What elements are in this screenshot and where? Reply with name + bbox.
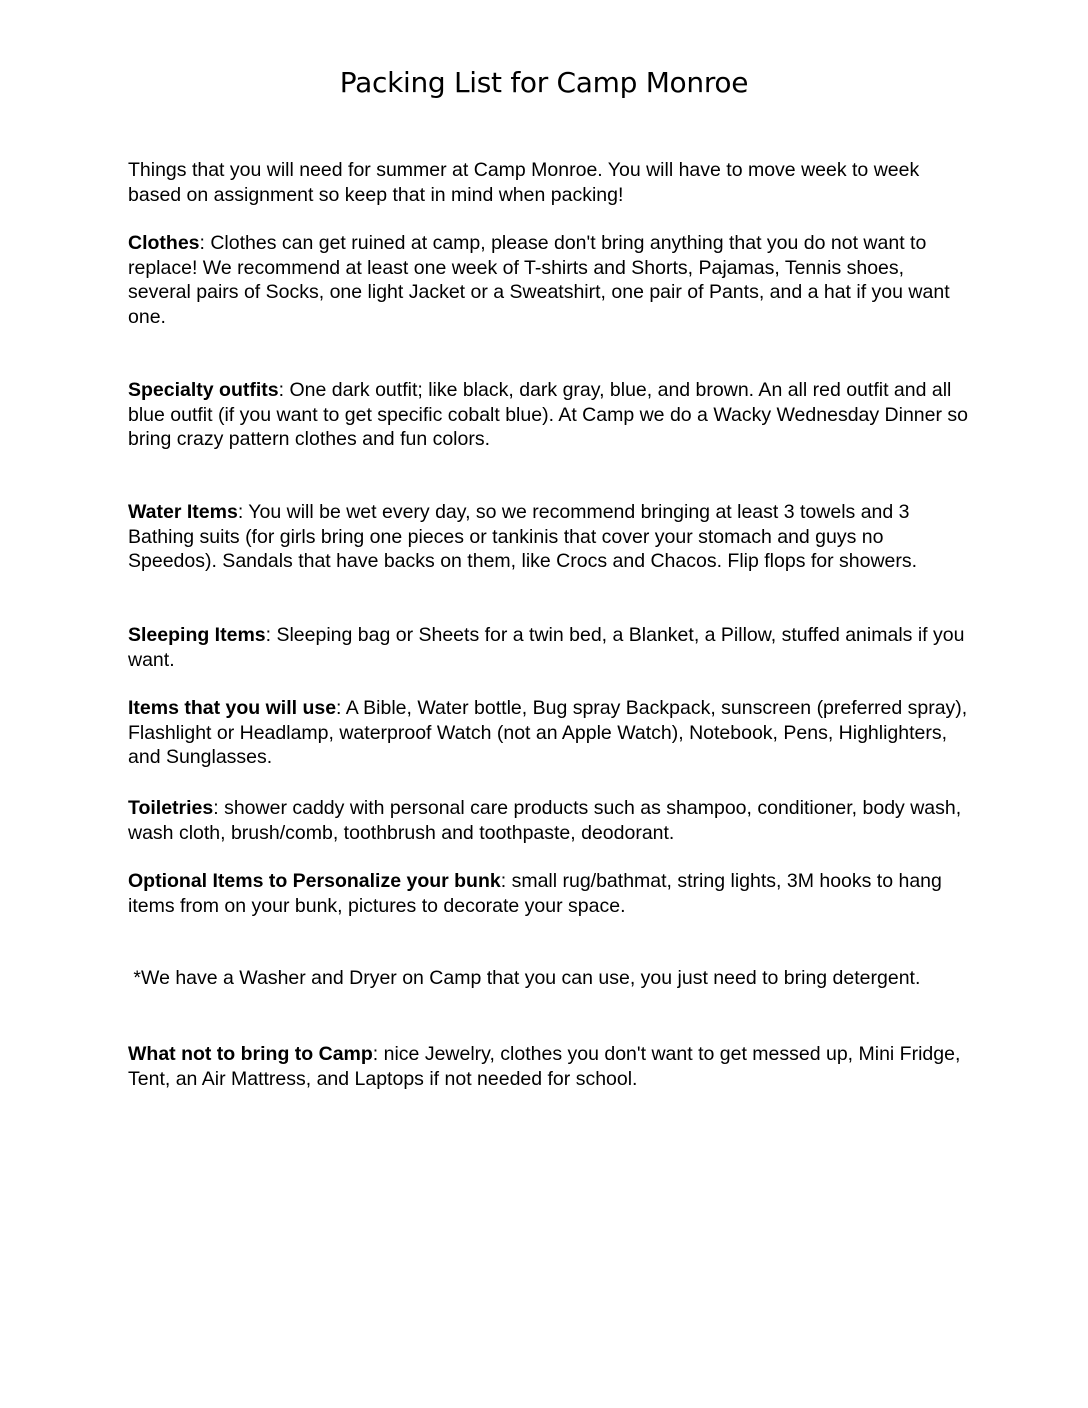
section-body: : small rug/bathmat, string lights, 3M hooks to hang items from on your bunk, pictures to decorate your space. <box>128 870 942 917</box>
section-heading: What not to bring to Camp <box>128 1043 373 1065</box>
section-water-items <box>128 500 968 574</box>
section-toiletries <box>128 796 968 845</box>
section-heading: Items that you will use <box>128 697 337 719</box>
section-body: : nice Jewelry, clothes you don't want to get messed up, Mini Fridge, Tent, an Air Mattress, and Laptops if not needed for school. <box>128 1043 961 1090</box>
section-sleeping-items <box>128 623 968 672</box>
intro-paragraph: Things that you will need for summer at Camp Monroe. You will have to move week to week based on assignment so keep that in mind when packing! <box>128 159 920 206</box>
section-body: : shower caddy with personal care products such as shampoo, conditioner, body wash, wash cloth, brush/comb, toothbrush and toothpaste, deodorant. <box>128 797 962 844</box>
section-items-you-will-use <box>128 696 968 770</box>
section-heading: Toiletries <box>128 797 214 819</box>
section-heading: Clothes <box>128 232 200 254</box>
section-body: : One dark outfit; like black, dark gray, blue, and brown. An all red outfit and all blue outfit (if you want to get specific cobalt blue). At Camp we do a Wacky Wednesday Dinner so bring crazy pattern clothes and fun colors. <box>128 379 969 450</box>
section-heading: Sleeping Items <box>128 624 266 646</box>
washer-dryer-note: *We have a Washer and Dryer on Camp that you can use, you just need to bring detergent. <box>128 967 921 989</box>
page-title: Packing List for Camp Monroe <box>339 66 749 99</box>
section-specialty-outfits <box>128 378 968 452</box>
section-heading: Water Items <box>128 501 238 523</box>
section-body: : You will be wet every day, so we recommend bringing at least 3 towels and 3 Bathing suits (for girls bring one pieces or tankinis that cover your stomach and guys no Speedos). Sandals that have backs on them, like Crocs and Chacos. Flip flops for showers. <box>128 501 918 572</box>
section-what-not-to-bring <box>128 1042 968 1091</box>
section-body: : Clothes can get ruined at camp, please don't bring anything that you do not want to replace! We recommend at least one week of T-shirts and Shorts, Pajamas, Tennis shoes, several pairs of Socks, one light Jacket or a Sweatshirt, one pair of Pants, and a hat if you want one. <box>128 232 950 328</box>
section-heading: Specialty outfits <box>128 379 279 401</box>
section-optional-items <box>128 869 968 918</box>
section-body: : Sleeping bag or Sheets for a twin bed, a Blanket, a Pillow, stuffed animals if you want. <box>128 624 965 671</box>
section-clothes <box>128 231 968 329</box>
section-body: : A Bible, Water bottle, Bug spray Backpack, sunscreen (preferred spray), Flashlight or Headlamp, waterproof Watch (not an Apple Watch), Notebook, Pens, Highlighters, and Sunglasses. <box>128 697 968 768</box>
section-heading: Optional Items to Personalize your bunk <box>128 870 501 892</box>
